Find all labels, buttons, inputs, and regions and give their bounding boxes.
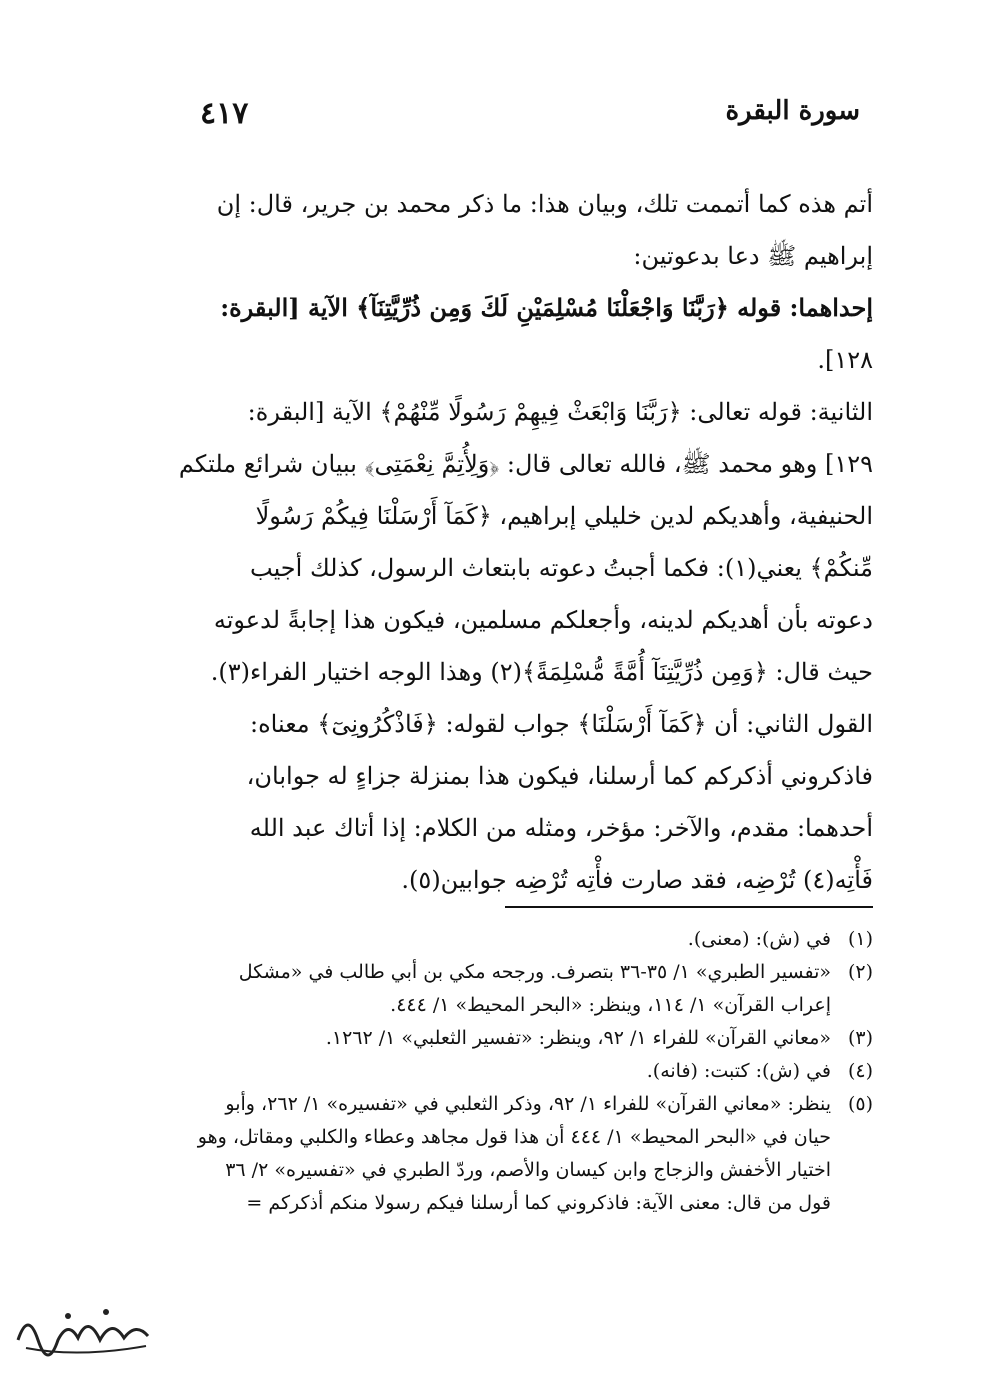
text-line: ١٢٨].: [817, 346, 873, 374]
footnote-line: في (ش): (معنى).: [687, 928, 831, 950]
text-line: أحدهما: مقدم، والآخر: مؤخر، ومثله من الكلام: إذا أتاك عبد الله: [249, 814, 873, 842]
text-line: ١٢٩] وهو محمد ﷺ، فالله تعالى قال: ﴿وَلِأُتِمَّ نِعْمَتِى﴾ ببيان شرائع ملتكم: [178, 450, 873, 478]
footnote-line: قول من قال: معنى الآية: فاذكروني كما أرسلنا فيكم رسولا منكم أذكركم =: [246, 1192, 831, 1214]
footnote-separator: [505, 906, 873, 908]
footnote-line: اختيار الأخفش والزجاج وابن كيسان والأصم، وردّ الطبري في «تفسيره» ٢/ ٣٦: [225, 1159, 831, 1181]
footnote-line: في (ش): كتبت: (فانه).: [646, 1060, 831, 1082]
footnote: [135, 1088, 873, 1220]
text-line: دعوته بأن أهديكم لدينه، وأجعلكم مسلمين، فيكون هذا إجابةً لدعوته: [213, 606, 873, 634]
footnote: [135, 1022, 873, 1055]
footnote-line: إعراب القرآن» ١/ ١١٤، وينظر: «البحر المحيط» ١/ ٤٤٤.: [390, 994, 831, 1016]
footnote-number: (٣): [847, 1027, 873, 1049]
text-line: الثانية: قوله تعالى: ﴿رَبَّنَا وَابْعَثْ فِيهِمْ رَسُولًا مِّنْهُمْ﴾ الآية [البقرة:: [247, 398, 873, 426]
footnote-line: «تفسير الطبري» ١/ ٣٥-٣٦ بتصرف. ورجحه مكي بن أبي طالب في «مشكل: [238, 961, 831, 983]
text-line: فاذكروني أذكركم كما أرسلنا، فيكون هذا بمنزلة جزاءٍ له جوابان،: [246, 762, 873, 790]
text-line: حيث قال: ﴿وَمِن ذُرِّيَّتِنَآ أُمَّةً مُّسْلِمَةً﴾(٢) وهذا الوجه اختيار الفراء(٣).: [210, 658, 873, 686]
footnote: [135, 956, 873, 1022]
text-line: مِّنكُمْ﴾ يعني(١): فكما أجبتُ دعوته بابتعاث الرسول، كذلك أجيب: [250, 554, 873, 582]
footnote: [135, 923, 873, 956]
text-line: القول الثاني: أن ﴿كَمَآ أَرْسَلْنَا﴾ جواب لقوله: ﴿فَاذْكُرُونِىٓ﴾ معناه:: [250, 710, 873, 738]
text-line: إبراهيم ﷺ دعا بدعوتين:: [633, 242, 873, 270]
text-line: أتم هذه كما أتممت تلك، وبيان هذا: ما ذكر محمد بن جرير، قال: إن: [216, 190, 873, 218]
text-line: فَأْتِه(٤) تُرْضِه، فقد صارت فأْتِه تُرْضِه جوابين(٥).: [401, 866, 873, 894]
footnote-number: (٤): [847, 1060, 873, 1082]
footnote-number: (٥): [847, 1093, 873, 1115]
publisher-logo: [8, 1300, 158, 1364]
text-line: الحنيفية، وأهديكم لدين خليلي إبراهيم، ﴿كَمَآ أَرْسَلْنَا فِيكُمْ رَسُولًا: [255, 502, 873, 530]
footnote-number: (١): [847, 928, 873, 950]
footnote-line: «معاني القرآن» للفراء ١/ ٩٢، وينظر: «تفسير الثعلبي» ١/ ١٢٦٢.: [325, 1027, 831, 1049]
page-number: ٤١٧: [200, 96, 249, 131]
footnotes: [135, 923, 873, 1220]
footnote-line: ينظر: «معاني القرآن» للفراء ١/ ٩٢، وذكر الثعلبي في «تفسيره» ١/ ٢٦٢، وأبو: [225, 1093, 831, 1115]
text-line: إحداهما: قوله ﴿رَبَّنَا وَاجْعَلْنَا مُسْلِمَيْنِ لَكَ وَمِن ذُرِّيَّتِنَآ﴾ الآية [البقرة:: [220, 293, 873, 322]
main-text: [135, 178, 873, 906]
surah-header: سورة البقرة: [725, 96, 860, 126]
footnote: [135, 1055, 873, 1088]
footnote-number: (٢): [847, 961, 873, 983]
footnote-line: حيان في «البحر المحيط» ١/ ٤٤٤ أن هذا قول مجاهد وعطاء والكلبي ومقاتل، وهو: [197, 1126, 831, 1148]
